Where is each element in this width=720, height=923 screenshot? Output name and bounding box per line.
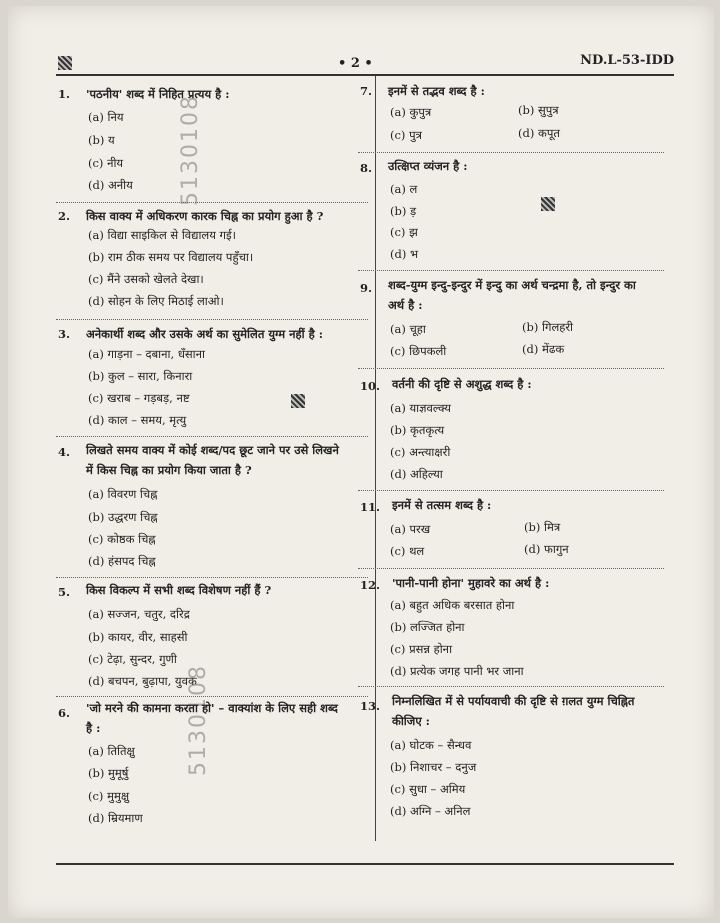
option: (b) कायर, वीर, साहसी	[88, 630, 188, 644]
exam-page	[8, 6, 714, 918]
option: (c) कोष्ठक चिह्न	[88, 532, 156, 546]
question-number: 2.	[58, 209, 71, 223]
question-number: 1.	[58, 87, 71, 101]
qr-code-icon	[58, 56, 72, 70]
question-number: 3.	[58, 327, 71, 341]
option: (b) लज्जित होना	[390, 620, 465, 634]
question-text: किस वाक्य में अधिकरण कारक चिह्न का प्रयोग हुआ है ?	[86, 209, 324, 223]
question-number: 11.	[360, 500, 381, 514]
option: (d) मेंढक	[522, 342, 565, 356]
question-number: 10.	[360, 379, 381, 393]
bottom-rule	[56, 863, 674, 865]
separator	[358, 152, 664, 153]
option: (c) झ	[390, 225, 418, 239]
option: (a) तितिक्षु	[88, 744, 135, 758]
option: (d) प्रत्येक जगह पानी भर जाना	[390, 664, 524, 678]
separator	[56, 319, 368, 320]
question-text: कीजिए :	[392, 714, 430, 728]
option: (c) मैंने उसको खेलते देखा।	[88, 272, 204, 286]
option: (a) निय	[88, 110, 124, 124]
watermark-number: 5130108	[178, 94, 203, 206]
option: (b) राम ठीक समय पर विद्यालय पहुँचा।	[88, 250, 254, 264]
question-text: इनमें से तत्सम शब्द है :	[392, 498, 492, 512]
option: (a) परख	[390, 522, 431, 536]
separator	[358, 490, 664, 491]
column-divider	[375, 76, 376, 841]
option: (a) बहुत अधिक बरसात होना	[390, 598, 515, 612]
option: (b) मित्र	[524, 520, 561, 534]
separator	[56, 577, 368, 578]
question-text: वर्तनी की दृष्टि से अशुद्ध शब्द है :	[392, 377, 532, 391]
page-number: • 2 •	[338, 56, 373, 71]
option: (d) फागुन	[524, 542, 569, 556]
separator	[358, 270, 664, 271]
question-number: 13.	[360, 699, 381, 713]
option: (c) पुत्र	[390, 128, 422, 142]
option: (d) अग्नि – अनिल	[390, 804, 471, 818]
separator	[56, 202, 368, 203]
question-text: अनेकार्थी शब्द और उसके अर्थ का सुमेलित युग्म नहीं है :	[86, 327, 323, 341]
option: (c) टेढ़ा, सुन्दर, गुणी	[88, 652, 177, 666]
option: (a) घोटक – सैन्धव	[390, 738, 472, 752]
question-text: में किस चिह्न का प्रयोग किया जाता है ?	[86, 463, 252, 477]
question-text: 'पानी-पानी होना' मुहावरे का अर्थ है :	[392, 576, 550, 590]
question-number: 6.	[58, 706, 71, 720]
option: (d) कपूत	[518, 126, 560, 140]
question-text: किस विकल्प में सभी शब्द विशेषण नहीं हैं ?	[86, 583, 272, 597]
question-number: 8.	[360, 161, 373, 175]
option: (b) मुमूर्षु	[88, 766, 129, 780]
option: (b) ड़	[390, 204, 417, 218]
option: (b) गिलहरी	[522, 320, 574, 334]
option: (a) विद्या साइकिल से विद्यालय गई।	[88, 228, 237, 242]
option: (b) उद्धरण चिह्न	[88, 510, 158, 524]
option: (a) विवरण चिह्न	[88, 487, 158, 501]
separator	[56, 696, 368, 697]
option: (a) कुपुत्र	[390, 105, 432, 119]
option: (a) गाड़ना – दबाना, धँसाना	[88, 347, 206, 361]
question-text: निम्नलिखित में से पर्यायवाची की दृष्टि से ग़लत युग्म चिह्नित	[392, 694, 635, 708]
option: (b) कुल – सारा, किनारा	[88, 369, 193, 383]
watermark-number: 5130108	[186, 664, 211, 776]
option: (c) नीय	[88, 156, 124, 170]
option: (c) थल	[390, 544, 425, 558]
question-text: है :	[86, 721, 101, 735]
question-number: 12.	[360, 578, 381, 592]
option: (b) कृतकृत्य	[390, 423, 445, 437]
question-number: 9.	[360, 281, 373, 295]
separator	[56, 436, 368, 437]
option: (a) सज्जन, चतुर, दरिद्र	[88, 607, 190, 621]
question-text: अर्थ है :	[388, 298, 423, 312]
option: (d) काल – समय, मृत्यु	[88, 413, 187, 427]
qr-code-icon	[541, 197, 555, 211]
option: (c) अन्त्याक्षरी	[390, 445, 451, 459]
question-text: उत्क्षिप्त व्यंजन है :	[388, 159, 468, 173]
option: (d) म्रियमाण	[88, 811, 143, 825]
option: (b) निशाचर – दनुज	[390, 760, 477, 774]
option: (c) मुमुक्षु	[88, 789, 130, 803]
option: (d) बचपन, बुढ़ापा, युवक	[88, 674, 197, 688]
option: (d) अहिल्या	[390, 467, 443, 481]
option: (d) हंसपद चिह्न	[88, 554, 156, 568]
qr-code-icon	[291, 394, 305, 408]
option: (c) छिपकली	[390, 344, 447, 358]
question-text: लिखते समय वाक्य में कोई शब्द/पद छूट जाने पर उसे लिखने	[86, 443, 339, 457]
option: (b) सुपुत्र	[518, 103, 559, 117]
question-text: इनमें से तद्भव शब्द है :	[388, 84, 485, 98]
option: (a) चूहा	[390, 322, 426, 336]
option: (b) य	[88, 133, 115, 147]
option: (a) ल	[390, 182, 418, 196]
option: (d) अनीय	[88, 178, 133, 192]
question-text: 'पठनीय' शब्द में निहित प्रत्यय है :	[86, 87, 230, 101]
question-number: 4.	[58, 445, 71, 459]
question-number: 7.	[360, 84, 373, 98]
top-rule	[56, 74, 674, 76]
paper-code: ND.L-53-IDD	[580, 53, 674, 68]
option: (c) सुधा – अमिय	[390, 782, 466, 796]
question-text: शब्द-युग्म इन्दु-इन्दुर में इन्दु का अर्थ चन्द्रमा है, तो इन्दुर का	[388, 278, 636, 292]
option: (c) खराब – गड़बड़, नष्ट	[88, 391, 190, 405]
option: (a) याज्ञवल्क्य	[390, 401, 451, 415]
question-number: 5.	[58, 585, 71, 599]
option: (d) भ	[390, 247, 419, 261]
option: (d) सोहन के लिए मिठाई लाओ।	[88, 294, 224, 308]
separator	[358, 368, 664, 369]
separator	[358, 568, 664, 569]
option: (c) प्रसन्न होना	[390, 642, 453, 656]
separator	[358, 686, 664, 687]
question-text: 'जो मरने की कामना करता हो' – वाक्यांश के लिए सही शब्द	[86, 701, 338, 715]
